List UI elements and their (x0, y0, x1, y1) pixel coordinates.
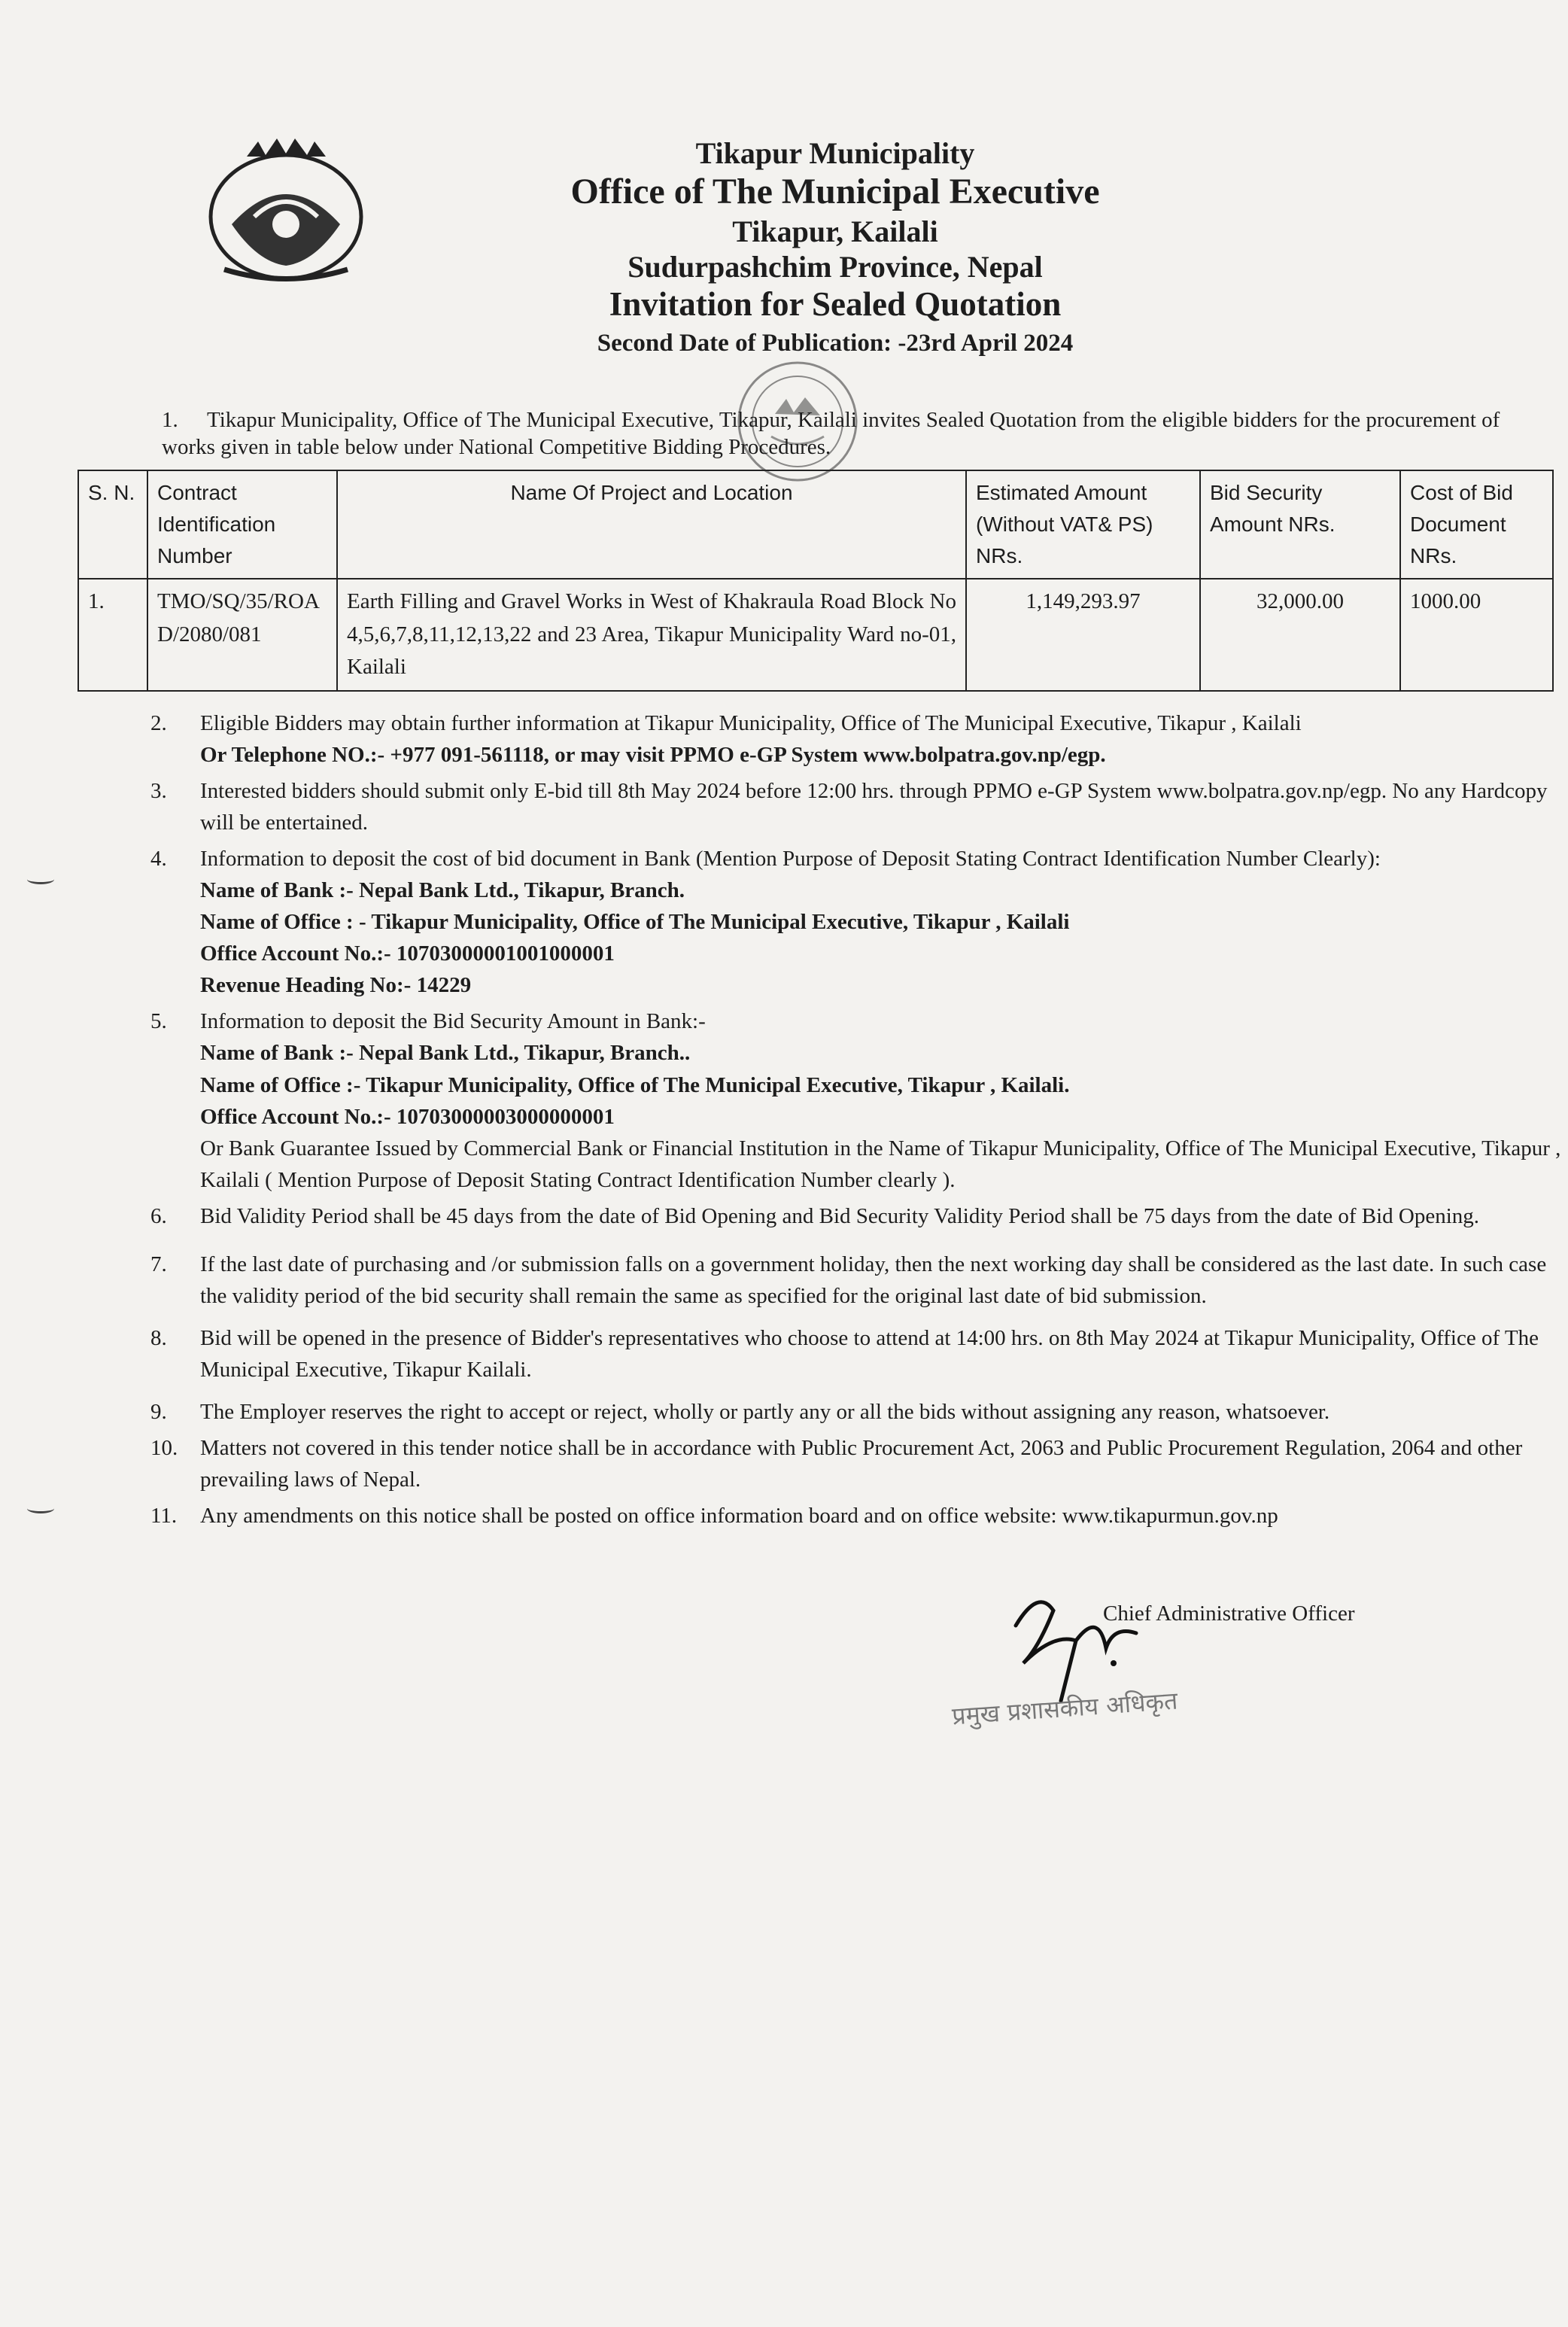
item-number: 6. (150, 1203, 167, 1228)
cell-bid-security: 32,000.00 (1200, 579, 1400, 691)
col-estimate: Estimated Amount (Without VAT& PS) NRs. (966, 470, 1200, 579)
item-text: Interested bidders should submit only E-bid till 8th May 2024 before 12:00 hrs. through PPMO e-GP System www.bolpatra.gov.np/egp. No any Hardcopy will be entertained. (200, 779, 1548, 835)
item-text: Any amendments on this notice shall be posted on office information board and on office website: www.tikapurmun.gov.np (200, 1504, 1278, 1529)
signatory-seal-text: प्रमुख प्रशासकीय अधिकृत (951, 1686, 1179, 1731)
item-text: Eligible Bidders may obtain further information at Tikapur Municipality, Office of The Municipal Executive, Tikapur , Kailali (200, 711, 1302, 735)
list-item (150, 1396, 1565, 1428)
intro-text: Tikapur Municipality, Office of The Municipal Executive, Tikapur, Kailali invites Sealed Quotation from the eligible bidders for the procurement of works given in table below under National Competitive Bidding Procedures. (162, 408, 1500, 460)
notice-items (150, 707, 1565, 1536)
margin-mark (27, 1504, 54, 1513)
item-number: 9. (150, 1399, 167, 1424)
government-emblem (202, 134, 370, 284)
cell-estimate: 1,149,293.97 (966, 579, 1200, 691)
col-bid-security: Bid Security Amount NRs. (1200, 470, 1400, 579)
item-text: Information to deposit the Bid Security Amount in Bank:- (200, 1009, 706, 1034)
list-item (150, 1249, 1565, 1312)
municipality-name: Tikapur Municipality (695, 136, 975, 170)
item-text: Bid will be opened in the presence of Bidder's representatives who choose to attend at 14:00 hrs. on 8th May 2024 at Tikapur Municipality, Office of The Municipal Executive, Tikapur Kailali. (200, 1325, 1539, 1382)
item-text: If the last date of purchasing and /or submission falls on a government holiday, then the next working day shall be considered as the last date. In such case the validity period of the bid security shall remain the same as specified for the original last date of bid submission. (200, 1252, 1547, 1308)
account-number: Office Account No.:- 10703000003000000001 (200, 1104, 615, 1129)
item-number: 2. (150, 711, 167, 735)
item-number: 1. (162, 408, 178, 432)
bank-guarantee: Or Bank Guarantee Issued by Commercial Bank or Financial Institution in the Name of Tikapur Municipality, Office of The Municipal Executive, Tikapur , Kailali ( Mention Purpose of Deposit Stating Contract Identification Number clearly ). (200, 1136, 1561, 1192)
item-contact: Or Telephone NO.:- +977 091-561118, or may visit PPMO e-GP System www.bolpatra.gov.np/egp. (200, 743, 1106, 768)
col-sn: S. N. (78, 470, 147, 579)
item-text: Matters not covered in this tender notice shall be in accordance with Public Procurement Act, 2063 and Public Procurement Regulation, 2064 and other prevailing laws of Nepal. (200, 1435, 1523, 1492)
list-item (150, 843, 1565, 1001)
revenue-heading: Revenue Heading No:- 14229 (200, 973, 472, 998)
col-doc-cost: Cost of Bid Document NRs. (1400, 470, 1553, 579)
list-item (150, 1500, 1565, 1532)
cell-doc-cost: 1000.00 (1400, 579, 1553, 691)
col-project: Name Of Project and Location (337, 470, 966, 579)
cell-contract-id: TMO/SQ/35/ROAD/2080/081 (147, 579, 337, 691)
item-number: 11. (150, 1504, 178, 1529)
account-number: Office Account No.:- 10703000001001000001 (200, 941, 615, 966)
publication-date: Second Date of Publication: -23rd April 2024 (597, 330, 1074, 357)
item-number: 7. (150, 1252, 167, 1276)
list-item (150, 1322, 1565, 1386)
table-row (78, 579, 1553, 691)
bank-name: Name of Bank :- Nepal Bank Ltd., Tikapur, Branch.. (200, 1041, 691, 1066)
item-text: Bid Validity Period shall be 45 days from the date of Bid Opening and Bid Security Validity Period shall be 75 days from the date of Bid Opening. (200, 1203, 1480, 1228)
office-name: Name of Office : - Tikapur Municipality, Office of The Municipal Executive, Tikapur , Kailali (200, 910, 1070, 935)
item-number: 5. (150, 1009, 167, 1034)
bank-name: Name of Bank :- Nepal Bank Ltd., Tikapur, Branch. (200, 878, 685, 903)
item-number: 10. (150, 1435, 178, 1460)
document-header (421, 135, 1249, 358)
list-item (150, 1005, 1565, 1195)
item-text: Information to deposit the cost of bid document in Bank (Mention Purpose of Deposit Stating Contract Identification Number Clearly): (200, 847, 1381, 871)
list-item (150, 1200, 1565, 1232)
list-item (150, 775, 1565, 838)
margin-mark (27, 875, 54, 884)
list-item (150, 1432, 1565, 1495)
item-number: 3. (150, 779, 167, 804)
procurement-table (77, 470, 1554, 692)
item-number: 8. (150, 1325, 167, 1350)
list-item (150, 707, 1565, 771)
cell-sn: 1. (78, 579, 147, 691)
location: Tikapur, Kailali (732, 214, 938, 248)
intro-paragraph (162, 406, 1524, 461)
office-name: Office of The Municipal Executive (570, 172, 1100, 212)
province: Sudurpashchim Province, Nepal (628, 250, 1043, 284)
cell-project: Earth Filling and Gravel Works in West of Khakraula Road Block No 4,5,6,7,8,11,12,13,22 and 23 Area, Tikapur Municipality Ward no-01, Kailali (337, 579, 966, 691)
table-header-row (78, 470, 1553, 579)
col-contract-id: Contract Identification Number (147, 470, 337, 579)
item-number: 4. (150, 847, 167, 871)
signatory-title: Chief Administrative Officer (1103, 1602, 1355, 1626)
item-text: The Employer reserves the right to accept or reject, wholly or partly any or all the bids without assigning any reason, whatsoever. (200, 1399, 1330, 1424)
office-name: Name of Office :- Tikapur Municipality, Office of The Municipal Executive, Tikapur , Kailali. (200, 1072, 1070, 1097)
notice-title: Invitation for Sealed Quotation (609, 285, 1062, 324)
